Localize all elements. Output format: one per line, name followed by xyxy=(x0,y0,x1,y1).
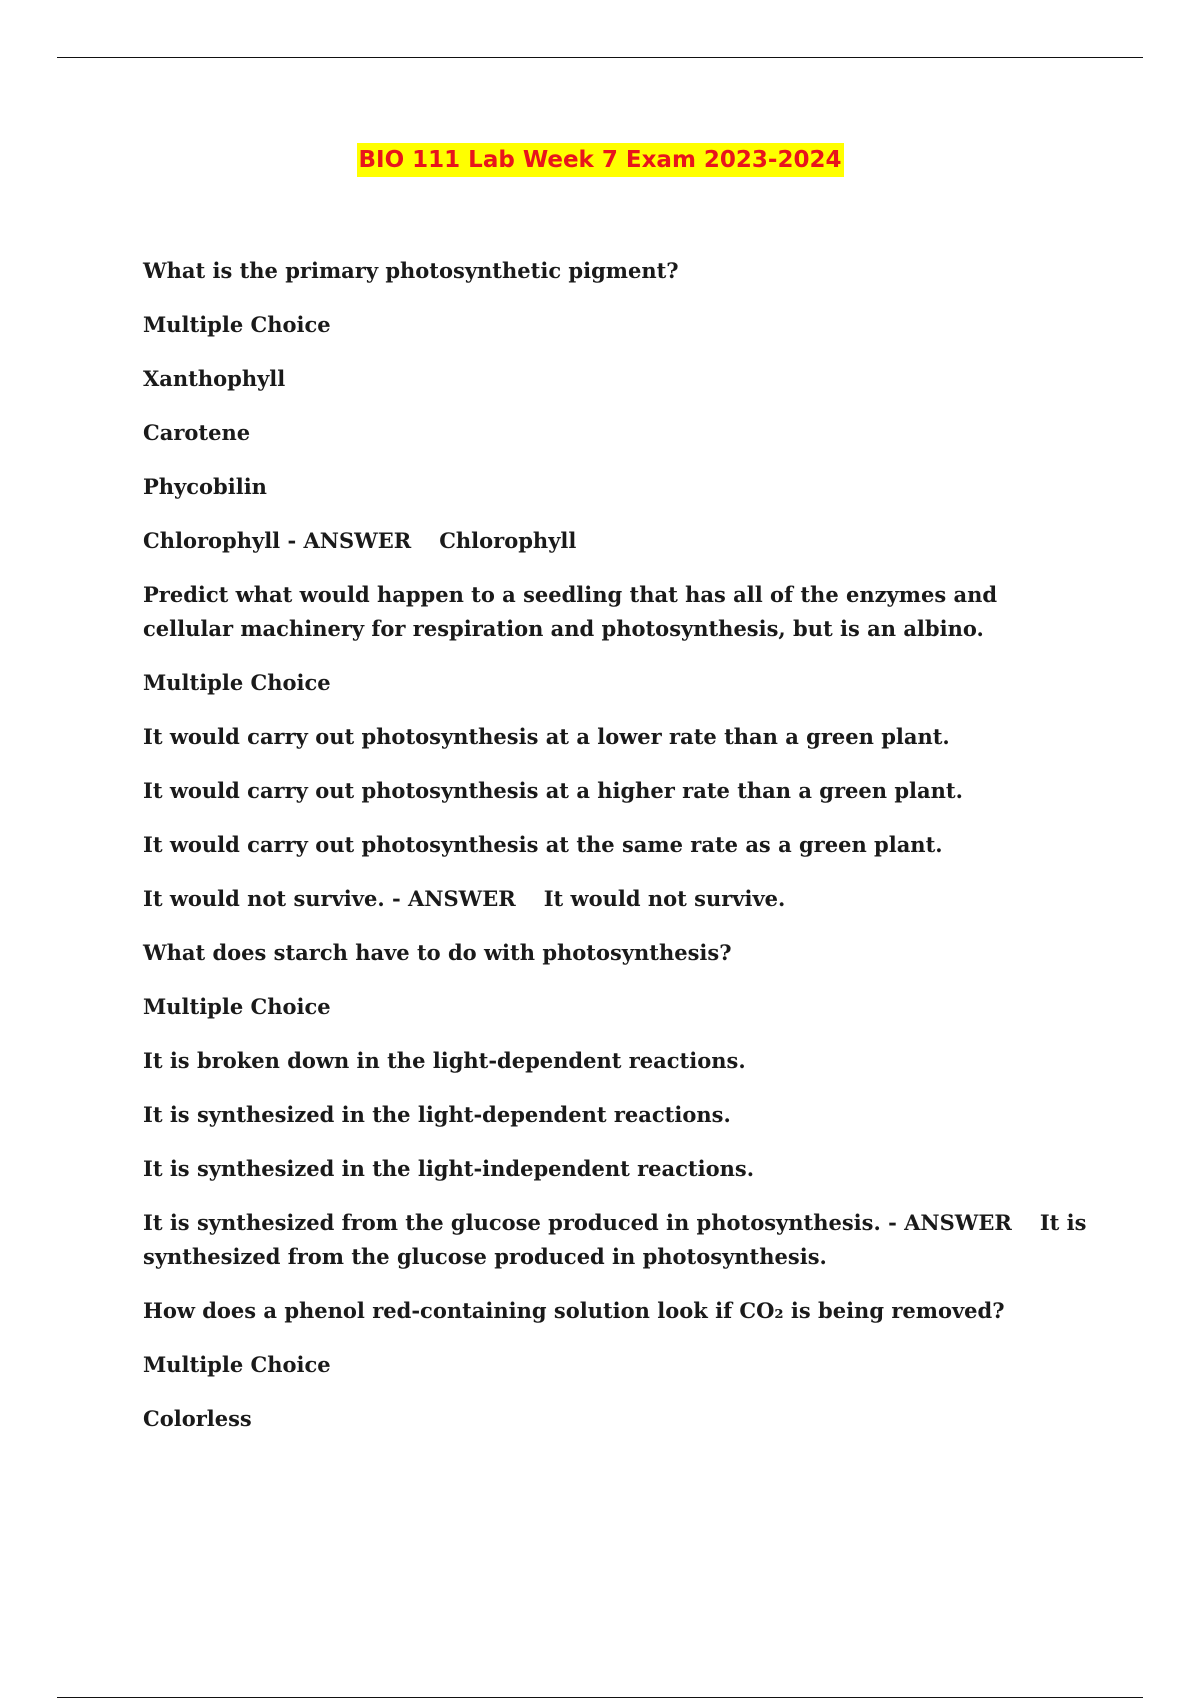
answer-option: It is synthesized in the light-independent reactions. xyxy=(143,1156,754,1181)
answer-option-with-answer xyxy=(143,882,1093,916)
answer-option: Chlorophyll xyxy=(143,528,281,553)
answer-option: It is synthesized from the glucose produced in photosynthesis. xyxy=(143,1210,881,1235)
answer-option-with-answer xyxy=(143,524,1093,558)
answer-marker: - ANSWER xyxy=(888,1210,1012,1235)
answer-option-with-answer xyxy=(143,1206,1093,1274)
answer-option: Xanthophyll xyxy=(143,366,286,391)
answer-option: It would carry out photosynthesis at a lower rate than a green plant. xyxy=(143,724,950,749)
answer-option: It is synthesized in the light-dependent reactions. xyxy=(143,1102,731,1127)
correct-answer: It is synthesized from the glucose produced in photosynthesis. xyxy=(143,1210,1087,1269)
answer-option: It would not survive. xyxy=(143,886,385,911)
answer-marker: - ANSWER xyxy=(391,886,516,911)
question-type-label: Multiple Choice xyxy=(143,994,331,1019)
question-type-label: Multiple Choice xyxy=(143,1352,331,1377)
title-container xyxy=(0,143,1200,177)
exam-content xyxy=(143,254,1093,1456)
answer-option: Colorless xyxy=(143,1406,252,1431)
top-rule xyxy=(57,57,1143,58)
correct-answer: It would not survive. xyxy=(543,886,786,911)
question-text: What is the primary photosynthetic pigment? xyxy=(143,258,679,283)
answer-option: Carotene xyxy=(143,420,251,445)
bottom-rule xyxy=(57,1697,1143,1698)
answer-marker: - ANSWER xyxy=(287,528,412,553)
question-text: What does starch have to do with photosynthesis? xyxy=(143,940,732,965)
correct-answer: Chlorophyll xyxy=(439,528,577,553)
question-type-label: Multiple Choice xyxy=(143,670,331,695)
question-text: How does a phenol red-containing solution look if CO₂ is being removed? xyxy=(143,1298,1005,1323)
answer-option: Phycobilin xyxy=(143,474,267,499)
answer-option: It would carry out photosynthesis at the same rate as a green plant. xyxy=(143,832,943,857)
answer-option: It is broken down in the light-dependent reactions. xyxy=(143,1048,746,1073)
answer-option: It would carry out photosynthesis at a higher rate than a green plant. xyxy=(143,778,963,803)
question-type-label: Multiple Choice xyxy=(143,312,331,337)
question-text: Predict what would happen to a seedling that has all of the enzymes and cellular machinery for respiration and photosynthesis, but is an albino. xyxy=(143,582,998,641)
page-title: BIO 111 Lab Week 7 Exam 2023-2024 xyxy=(357,143,844,177)
